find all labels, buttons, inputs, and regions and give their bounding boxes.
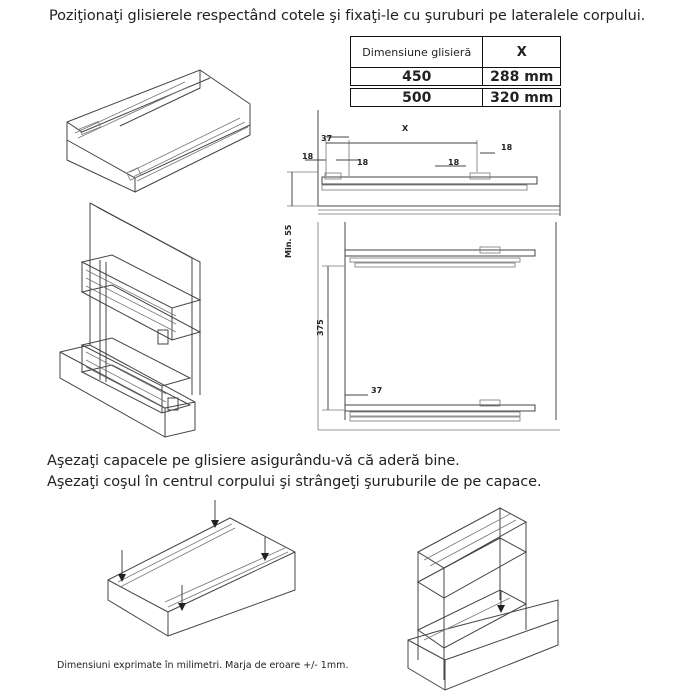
instruction-step-1: Poziţionaţi glisierele respectând cotele şi fixaţi-le cu şuruburi pe lateralele corpului. bbox=[49, 8, 646, 24]
basket-installed-illustration bbox=[408, 508, 558, 690]
row-x: 288 mm bbox=[483, 68, 561, 86]
instruction-step-3: Aşezaţi coşul în centrul corpului şi strângeţi şuruburile de pe capace. bbox=[47, 474, 542, 490]
dim-375: 375 bbox=[316, 319, 325, 336]
row-x: 320 mm bbox=[483, 89, 561, 107]
instruction-step-2: Aşezaţi capacele pe glisiere asigurându-vă că aderă bine. bbox=[47, 453, 460, 469]
header-slide-size: Dimensiune glisieră bbox=[351, 37, 483, 68]
header-x: X bbox=[483, 37, 561, 68]
plan-view-drawing bbox=[318, 222, 560, 430]
dim-18-c: 18 bbox=[448, 158, 460, 167]
dim-min-55: Min. 55 bbox=[284, 224, 293, 258]
caps-on-slides-illustration bbox=[108, 500, 295, 636]
basket-unit-illustration bbox=[60, 203, 200, 437]
dim-x: X bbox=[402, 124, 409, 133]
row-size: 500 bbox=[351, 89, 483, 107]
dim-18-b: 18 bbox=[357, 158, 369, 167]
cabinet-slides-illustration bbox=[67, 70, 250, 192]
dim-37-top: 37 bbox=[321, 134, 333, 143]
dim-37-bottom: 37 bbox=[371, 386, 383, 395]
dim-18-d: 18 bbox=[501, 143, 513, 152]
side-elevation-drawing bbox=[287, 110, 560, 216]
dim-18-a: 18 bbox=[302, 152, 314, 161]
footnote: Dimensiuni exprimate în milimetri. Marja de eroare +/- 1mm. bbox=[57, 660, 349, 671]
row-size: 450 bbox=[351, 68, 483, 86]
